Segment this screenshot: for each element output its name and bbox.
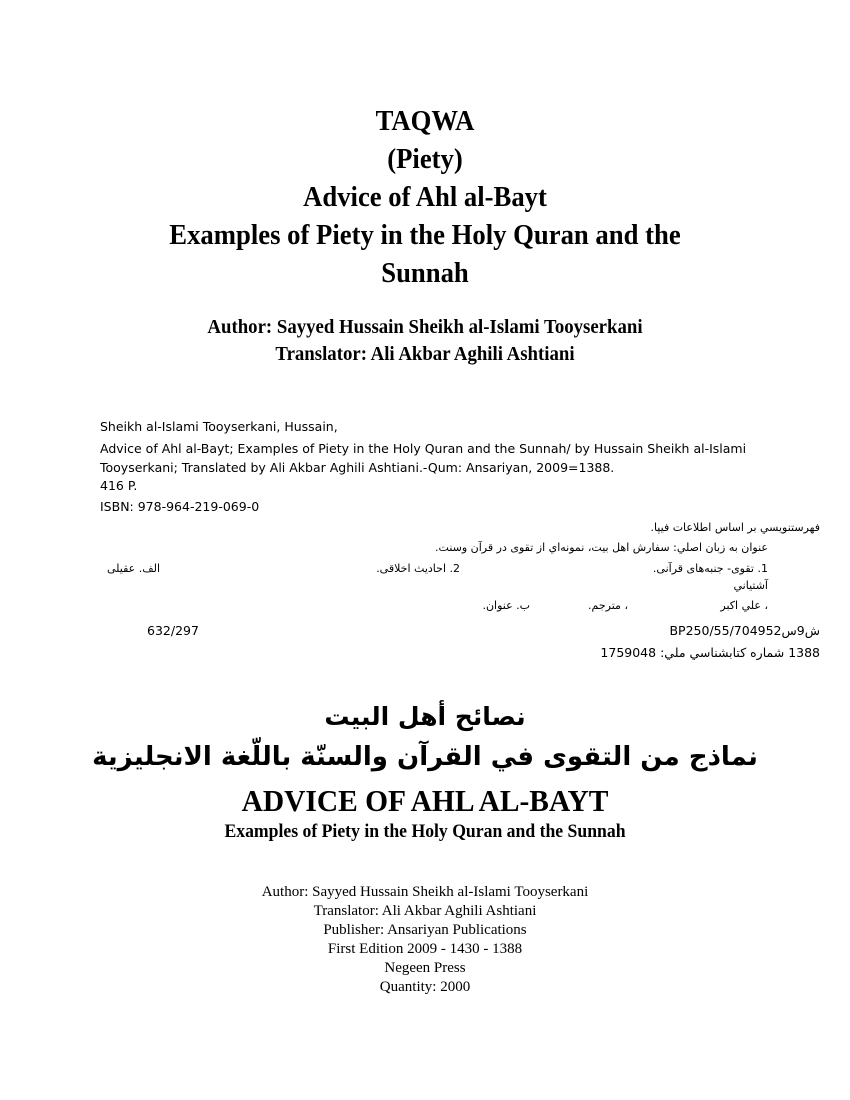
- catalog-code-left: 632/297: [147, 623, 199, 638]
- catalog-line-1: Sheikh al-Islami Tooyserkani, Hussain,: [100, 419, 338, 434]
- credit-publisher: Publisher: Ansariyan Publications: [323, 922, 527, 938]
- persian-catalog-line-5b: ، مترجم.: [588, 599, 628, 612]
- credit-author: Author: Sayyed Hussain Sheikh al-Islami Tooyserkani: [261, 884, 589, 900]
- author-line: Author: Sayyed Hussain Sheikh al-Islami Tooyserkani: [207, 316, 643, 338]
- english-main-title: ADVICE OF AHL AL-BAYT: [241, 783, 609, 818]
- persian-catalog-line-5c: ب. عنوان.: [482, 599, 530, 612]
- catalog-code-right: BP250/55/704952ش9س: [669, 623, 820, 638]
- national-bibliography-number: 1388 شماره كتابشناسي ملي: 1759048: [600, 645, 820, 660]
- catalog-pages: 416 P.: [100, 478, 138, 493]
- title-advice: Advice of Ahl al-Bayt: [303, 181, 547, 213]
- title-piety: (Piety): [387, 143, 463, 175]
- arabic-title-line-2: نماذج من التقوى في القرآن والسنّة باللّغة الانجليزية: [92, 742, 758, 772]
- persian-catalog-subject-2: 2. احاديث اخلاقى.: [376, 562, 460, 575]
- persian-catalog-line-2: عنوان به زبان اصلي: سفارش اهل بيت، نمونه‌اي از تقوى در قرآن وسنت.: [435, 541, 768, 554]
- translator-line: Translator: Ali Akbar Aghili Ashtiani: [275, 343, 575, 365]
- persian-catalog-line-1: فهرستنويسي بر اساس اطلاعات فيپا.: [650, 521, 820, 534]
- arabic-title-line-1: نصائح أهل البيت: [324, 702, 526, 731]
- persian-catalog-entry-a: الف. عقيلى: [106, 562, 160, 575]
- catalog-isbn: ISBN: 978-964-219-069-0: [100, 499, 260, 514]
- title-taqwa: TAQWA: [375, 105, 475, 137]
- english-subtitle: Examples of Piety in the Holy Quran and the Sunnah: [224, 821, 626, 842]
- persian-catalog-line-4: آشتياني: [733, 579, 768, 592]
- persian-catalog-subject-1: 1. تقوى‌- جنبه‌هاى قرآنى.: [652, 562, 768, 575]
- credit-translator: Translator: Ali Akbar Aghili Ashtiani: [313, 903, 537, 919]
- credit-quantity: Quantity: 2000: [379, 979, 471, 995]
- persian-catalog-line-5a: ، علي اكبر: [720, 599, 768, 612]
- catalog-line-3: Tooyserkani; Translated by Ali Akbar Aghili Ashtiani.-Qum: Ansariyan, 2009=1388.: [100, 460, 615, 475]
- credit-press: Negeen Press: [384, 960, 466, 976]
- title-sunnah: Sunnah: [381, 257, 469, 289]
- title-examples: Examples of Piety in the Holy Quran and the: [169, 219, 681, 251]
- catalog-line-2: Advice of Ahl al-Bayt; Examples of Piety in the Holy Quran and the Sunnah/ by Hussain Sheikh al-Islami: [100, 441, 747, 456]
- credit-edition: First Edition 2009 - 1430 - 1388: [327, 941, 523, 957]
